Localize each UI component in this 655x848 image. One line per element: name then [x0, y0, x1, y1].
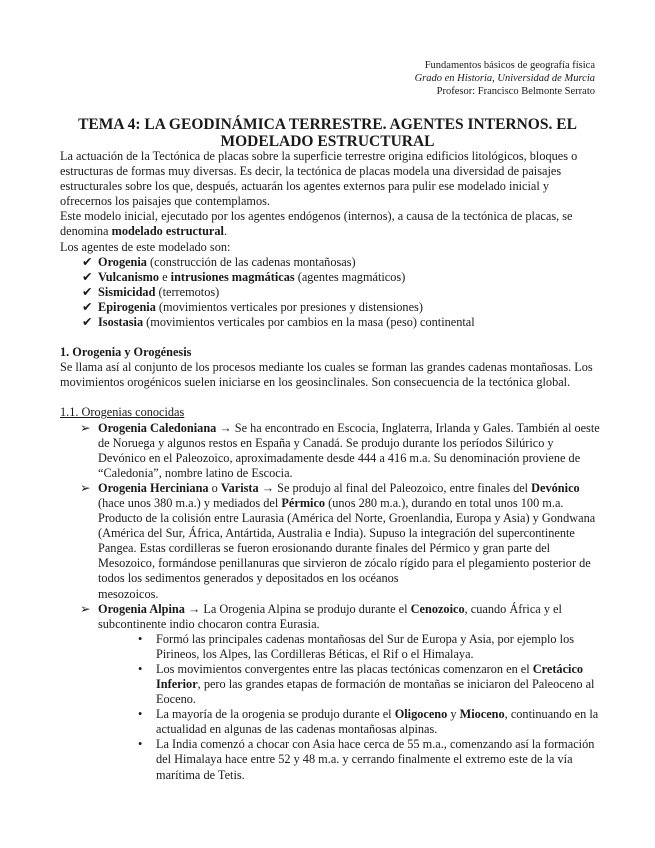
dot-bullet-icon: •	[138, 631, 143, 646]
arrowhead-bullet-icon: ➢	[80, 601, 91, 616]
detail-conj: y	[447, 707, 460, 722]
period-term: Pérmico	[281, 495, 326, 510]
intro-p2-end: .	[223, 224, 228, 239]
agent-desc: (agentes magmáticos)	[294, 269, 406, 284]
check-icon: ✔	[82, 284, 93, 299]
cut-off-line	[98, 587, 600, 602]
orogeny-desc-end: mesozoicos.	[98, 586, 159, 601]
check-icon: ✔	[82, 315, 93, 330]
list-item	[82, 300, 600, 315]
agent-term: Orogenia	[98, 254, 147, 269]
orogeny-conj: o	[208, 480, 221, 495]
orogeny-desc: La Orogenia Alpina se produjo durante el	[200, 601, 411, 616]
arrow-icon: →	[187, 601, 201, 616]
dot-bullet-icon: •	[138, 707, 143, 722]
orogeny-alt-name: Varista	[220, 480, 259, 495]
list-item	[138, 737, 600, 782]
professor-name: Profesor: Francisco Belmonte Serrato	[436, 86, 595, 97]
agent-desc: (movimientos verticales por presiones y distensiones)	[155, 299, 423, 314]
title-line-2: MODELADO ESTRUCTURAL	[220, 133, 435, 150]
check-icon: ✔	[82, 254, 93, 269]
agent-term: Epirogenia	[98, 299, 156, 314]
period-term: Cretácico Inferior	[156, 661, 584, 691]
title-line-1: TEMA 4: LA GEODINÁMICA TERRESTRE. AGENTES INTERNOS. EL	[78, 116, 577, 133]
list-item	[138, 662, 600, 707]
orogeny-desc: Se produjo al final del Paleozoico, entre finales del	[274, 480, 532, 495]
agent-term: Isostasia	[98, 315, 144, 330]
orogeny-name: Orogenia Herciniana	[98, 480, 209, 495]
modelado-estructural-term: modelado estructural	[111, 224, 224, 239]
dot-bullet-icon: •	[138, 661, 143, 676]
detail-text: Formó las principales cadenas montañosas del Sur de Europa y Asia, por ejemplo los Pirineos, los Alpes, las Cordilleras Béticas, el Rif o el Himalaya.	[156, 631, 575, 661]
page-title	[60, 116, 595, 150]
orogeny-name: Orogenia Caledoniana	[98, 420, 217, 435]
list-item	[82, 270, 600, 285]
list-item	[138, 632, 600, 662]
agent-term: Vulcanismo	[98, 269, 160, 284]
dot-bullet-icon: •	[138, 737, 143, 752]
degree-university: Grado en Historia, Universidad de Murcia	[414, 73, 595, 84]
list-item	[82, 285, 600, 300]
orogeny-desc: Se ha encontrado en Escocia, Inglaterra, Irlanda y Gales. También al oeste de Noruega y algunos restos en España y Canadá. Se produjo durante los períodos Silúrico y Devónico en el Paleozoico, aproximadamente desde 444 a 416 m.a. Su denominación proviene de “Caledonia”, nombre latino de Escocia.	[98, 420, 600, 480]
orogeny-desc: , cuando África y el subcontinente indio chocaron contra Eurasia.	[98, 601, 562, 631]
arrowhead-bullet-icon: ➢	[80, 420, 91, 435]
detail-text: Los movimientos convergentes entre las placas tectónicas comenzaron en el	[156, 661, 533, 676]
arrowhead-bullet-icon: ➢	[80, 480, 91, 495]
list-item	[82, 315, 600, 330]
check-icon: ✔	[82, 299, 93, 314]
orogeny-name: Orogenia Alpina	[98, 601, 185, 616]
list-item	[138, 707, 600, 737]
agent-desc: (terremotos)	[155, 284, 220, 299]
orogeny-herciniana	[80, 481, 600, 602]
document-body	[60, 149, 600, 783]
agent-term: intrusiones magmáticas	[170, 269, 295, 284]
orogeny-caledoniana	[80, 421, 600, 481]
agents-list	[60, 255, 600, 330]
detail-text: La mayoría de la orogenia se produjo durante el	[156, 707, 395, 722]
section-1-heading: 1. Orogenia y Orogénesis	[60, 345, 192, 360]
intro-paragraph-3: Los agentes de este modelado son:	[60, 239, 231, 254]
arrow-icon: →	[261, 480, 275, 495]
detail-text: , pero las grandes etapas de formación de montañas se iniciaron del Paleoceno al Eoceno.	[156, 677, 595, 707]
intro-paragraph-2	[60, 209, 600, 239]
arrow-icon: →	[219, 420, 232, 435]
course-header	[415, 59, 595, 98]
agent-conj: e	[159, 269, 171, 284]
detail-text: La India comenzó a chocar con Asia hace cerca de 55 m.a., comenzando así la formación del Himalaya hace entre 52 y 48 m.a. y cerrando finalmente el extremo este de la vía marítima de Tetis.	[156, 737, 595, 782]
course-name: Fundamentos básicos de geografía física	[424, 60, 595, 71]
section-1-1-heading: 1.1. Orogenias conocidas	[60, 405, 185, 420]
orogeny-alpina	[80, 602, 600, 783]
era-term: Cenozoico	[410, 601, 465, 616]
intro-p2-text: Este modelo inicial, ejecutado por los agentes endógenos (internos), a causa de la tectónica de placas, se denomina	[60, 209, 573, 239]
list-item	[82, 255, 600, 270]
alpina-details-list	[98, 632, 600, 783]
orogenies-list	[60, 421, 600, 783]
detail-text: , continuando en la actualidad en algunas de las cadenas montañosas alpinas.	[156, 707, 599, 737]
orogeny-desc: (hace unos 380 m.a.) y mediados del	[98, 495, 282, 510]
intro-paragraph-1: La actuación de la Tectónica de placas sobre la superficie terrestre origina edificios litológicos, bloques o estructuras de formas muy diversas. Es decir, la tectónica de placas modela una diversidad de paisajes estructurales sobre los que, después, actuarán los agentes externos para pulir ese modelado inicial y ofrecernos los paisajes que contemplamos.	[60, 149, 578, 209]
agent-desc: (movimientos verticales por cambios en la masa (peso) continental	[143, 315, 475, 330]
orogeny-desc: (unos 280 m.a.), durando en total unos 100 m.a. Producto de la colisión entre Laurasia (América del Norte, Groenlandia, Europa y Asia) y Gondwana (América del Sur, África, Antártida, Australia e India). Supuso la integración del supercontinente Pangea. Estas cordilleras se fueron erosionando durante finales del Pérmico y gran parte del Mesozoico, formándose penillanuras que sirvieron de zócalo rígido para el plegamiento posterior de todos los sedimentos generados y depositados en los océanos	[98, 495, 596, 586]
agent-term: Sismicidad	[98, 284, 156, 299]
epoch-term: Oligoceno	[394, 707, 448, 722]
agent-desc: (construcción de las cadenas montañosas)	[146, 254, 356, 269]
period-term: Devónico	[531, 480, 580, 495]
epoch-term: Mioceno	[459, 707, 505, 722]
section-1-text: Se llama así al conjunto de los procesos mediante los cuales se forman las grandes cadenas montañosas. Los movimientos orogénicos suelen iniciarse en los geosinclinales. Son consecuencia de la tectónica global.	[60, 360, 593, 390]
check-icon: ✔	[82, 269, 93, 284]
